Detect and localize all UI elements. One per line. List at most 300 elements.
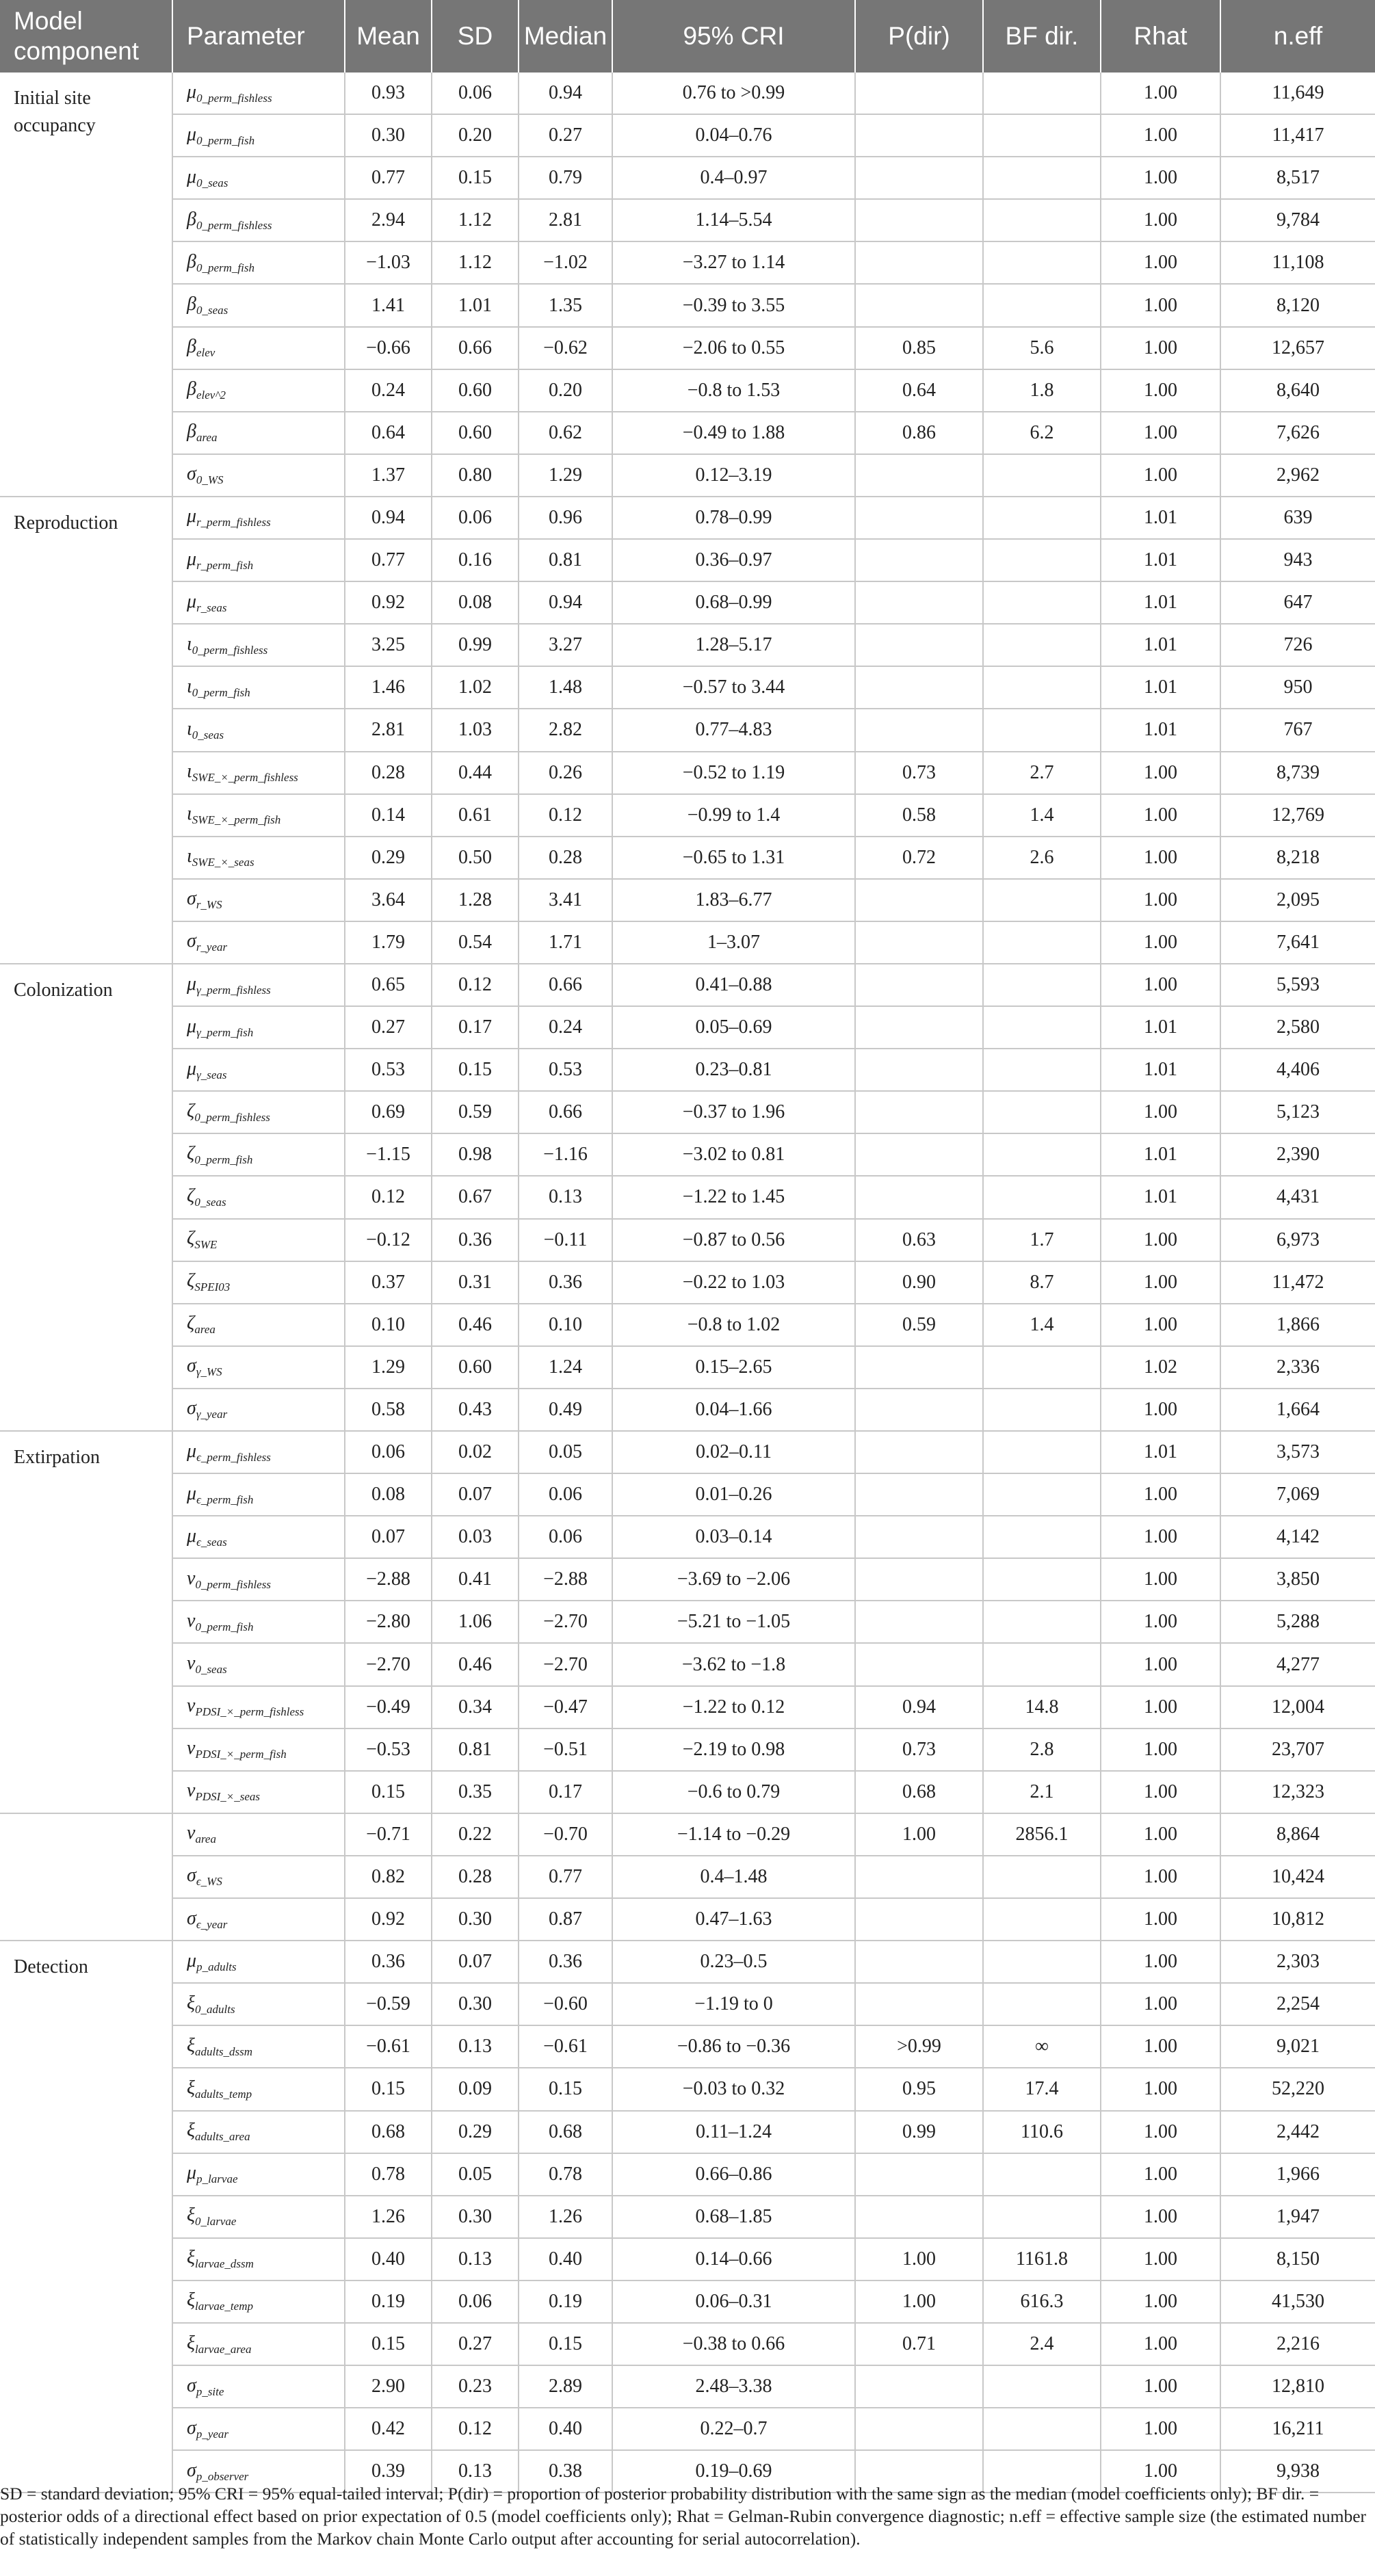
mean-cell: −0.71 — [345, 1813, 432, 1856]
pdir-cell: 1.00 — [855, 1813, 983, 1856]
parameter-cell — [172, 2323, 345, 2365]
parameter-subscript: γ_perm_fish — [196, 1025, 254, 1039]
neff-cell: 2,216 — [1220, 2323, 1375, 2365]
pdir-cell — [855, 1176, 983, 1218]
sd-cell: 0.61 — [432, 794, 519, 837]
mean-cell: −1.15 — [345, 1133, 432, 1176]
cri-cell: 1–3.07 — [612, 921, 855, 964]
rhat-cell: 1.00 — [1101, 1219, 1220, 1261]
median-cell: 0.27 — [519, 114, 612, 157]
parameter-subscript: larvae_dssm — [195, 2257, 254, 2271]
mean-cell: 0.65 — [345, 964, 432, 1006]
parameter-symbol: ξ — [187, 2289, 195, 2311]
sd-cell: 0.30 — [432, 2196, 519, 2238]
median-cell: 0.26 — [519, 752, 612, 794]
parameter-cell — [172, 497, 345, 539]
neff-cell: 52,220 — [1220, 2068, 1375, 2110]
cri-cell: 0.01–0.26 — [612, 1473, 855, 1516]
parameter-cell — [172, 1643, 345, 1685]
model-component-cell: Reproduction — [0, 497, 172, 964]
parameter-symbol: ξ — [187, 1992, 195, 2014]
parameter-subscript: PDSI_×_perm_fishless — [195, 1705, 304, 1719]
parameter-cell — [172, 2153, 345, 2196]
bf-cell: 2.4 — [983, 2323, 1101, 2365]
mean-cell: −0.12 — [345, 1219, 432, 1261]
rhat-cell: 1.00 — [1101, 1091, 1220, 1133]
rhat-cell: 1.00 — [1101, 1516, 1220, 1558]
cri-cell: 0.23–0.81 — [612, 1049, 855, 1091]
parameter-cell — [172, 412, 345, 454]
pdir-cell — [855, 666, 983, 709]
rhat-cell: 1.00 — [1101, 327, 1220, 369]
parameter-subscript: 0_WS — [196, 473, 224, 487]
mean-cell: −0.49 — [345, 1686, 432, 1729]
parameter-symbol: σ — [187, 1907, 196, 1929]
rhat-cell: 1.00 — [1101, 1558, 1220, 1601]
table-row — [0, 2365, 1375, 2408]
bf-cell: 5.6 — [983, 327, 1101, 369]
parameter-cell — [172, 1856, 345, 1898]
table-row — [0, 241, 1375, 284]
neff-cell: 2,442 — [1220, 2111, 1375, 2153]
parameter-symbol: ν — [187, 1695, 196, 1717]
parameter-cell — [172, 1261, 345, 1304]
parameter-subscript: 0_perm_fishless — [192, 643, 268, 657]
mean-cell: 0.27 — [345, 1006, 432, 1049]
bf-cell — [983, 2153, 1101, 2196]
median-cell: 0.68 — [519, 2111, 612, 2153]
mean-cell: 0.69 — [345, 1091, 432, 1133]
neff-cell: 2,580 — [1220, 1006, 1375, 1049]
table-row — [0, 73, 1375, 114]
bf-cell — [983, 1558, 1101, 1601]
median-cell: 0.12 — [519, 794, 612, 837]
table-row — [0, 114, 1375, 157]
bf-cell — [983, 2408, 1101, 2450]
sd-cell: 0.22 — [432, 1813, 519, 1856]
parameter-subscript: area — [194, 1323, 215, 1337]
rhat-cell: 1.00 — [1101, 2408, 1220, 2450]
parameter-symbol: ζ — [187, 1270, 195, 1292]
mean-cell: 0.14 — [345, 794, 432, 837]
table-row — [0, 1771, 1375, 1813]
sd-cell: 0.30 — [432, 1898, 519, 1941]
parameter-subscript: γ_year — [196, 1408, 228, 1421]
sd-cell: 0.02 — [432, 1431, 519, 1473]
mean-cell: 2.81 — [345, 709, 432, 751]
bf-cell: ∞ — [983, 2025, 1101, 2068]
mean-cell: 0.39 — [345, 2450, 432, 2493]
parameter-symbol: ξ — [187, 2247, 195, 2269]
median-cell: 0.36 — [519, 1941, 612, 1983]
parameter-cell — [172, 157, 345, 199]
median-cell: 1.48 — [519, 666, 612, 709]
sd-cell: 1.12 — [432, 241, 519, 284]
bf-cell — [983, 73, 1101, 114]
parameter-symbol: σ — [187, 2417, 196, 2439]
sd-cell: 0.60 — [432, 369, 519, 412]
parameter-symbol: ξ — [187, 2034, 195, 2056]
bf-cell — [983, 1516, 1101, 1558]
cri-cell: 0.12–3.19 — [612, 454, 855, 497]
cri-cell: −2.19 to 0.98 — [612, 1729, 855, 1771]
table-row — [0, 1686, 1375, 1729]
neff-cell: 8,120 — [1220, 284, 1375, 326]
table-row — [0, 666, 1375, 709]
neff-cell: 767 — [1220, 709, 1375, 751]
sd-cell: 0.05 — [432, 2153, 519, 2196]
parameter-subscript: larvae_area — [195, 2342, 252, 2356]
header-model-component: Model component — [0, 0, 172, 73]
median-cell: −0.47 — [519, 1686, 612, 1729]
neff-cell: 10,424 — [1220, 1856, 1375, 1898]
cri-cell: −3.69 to −2.06 — [612, 1558, 855, 1601]
parameter-subscript: larvae_temp — [195, 2300, 253, 2313]
neff-cell: 1,664 — [1220, 1389, 1375, 1431]
parameter-symbol: μ — [187, 123, 197, 145]
header-median: Median — [519, 0, 612, 73]
parameter-subscript: 0_perm_fish — [196, 133, 255, 147]
mean-cell: 0.40 — [345, 2238, 432, 2281]
rhat-cell: 1.00 — [1101, 2111, 1220, 2153]
parameter-symbol: β — [187, 250, 196, 272]
sd-cell: 0.99 — [432, 624, 519, 666]
parameter-cell — [172, 327, 345, 369]
neff-cell: 4,142 — [1220, 1516, 1375, 1558]
median-cell: 0.96 — [519, 497, 612, 539]
bf-cell — [983, 709, 1101, 751]
model-component-cell: Colonization — [0, 964, 172, 1431]
neff-cell: 12,004 — [1220, 1686, 1375, 1729]
parameter-cell — [172, 964, 345, 1006]
parameter-symbol: ν — [187, 1780, 196, 1802]
pdir-cell — [855, 879, 983, 921]
median-cell: 1.24 — [519, 1346, 612, 1389]
pdir-cell: 1.00 — [855, 2281, 983, 2323]
pdir-cell: 0.68 — [855, 1771, 983, 1813]
parameter-symbol: μ — [187, 548, 197, 570]
parameter-cell — [172, 539, 345, 581]
table-row — [0, 327, 1375, 369]
parameter-subscript: PDSI_×_perm_fish — [195, 1748, 287, 1761]
parameter-subscript: 0_larvae — [195, 2215, 237, 2229]
median-cell: 0.49 — [519, 1389, 612, 1431]
cri-cell: −0.99 to 1.4 — [612, 794, 855, 837]
cri-cell: −0.8 to 1.02 — [612, 1304, 855, 1346]
median-cell: −0.62 — [519, 327, 612, 369]
table-row — [0, 1091, 1375, 1133]
mean-cell: 3.25 — [345, 624, 432, 666]
neff-cell: 12,769 — [1220, 794, 1375, 837]
bf-cell: 616.3 — [983, 2281, 1101, 2323]
bf-cell — [983, 1856, 1101, 1898]
rhat-cell: 1.01 — [1101, 1049, 1220, 1091]
sd-cell: 0.17 — [432, 1006, 519, 1049]
rhat-cell: 1.00 — [1101, 879, 1220, 921]
neff-cell: 2,962 — [1220, 454, 1375, 497]
bf-cell: 2.7 — [983, 752, 1101, 794]
sd-cell: 0.29 — [432, 2111, 519, 2153]
neff-cell: 1,947 — [1220, 2196, 1375, 2238]
median-cell: −0.11 — [519, 1219, 612, 1261]
mean-cell: 0.10 — [345, 1304, 432, 1346]
parameter-subscript: r_perm_fishless — [196, 516, 271, 529]
mean-cell: 0.92 — [345, 1898, 432, 1941]
mean-cell: 0.06 — [345, 1431, 432, 1473]
sd-cell: 0.60 — [432, 412, 519, 454]
parameter-cell — [172, 1473, 345, 1516]
neff-cell: 2,303 — [1220, 1941, 1375, 1983]
mean-cell: −1.03 — [345, 241, 432, 284]
parameter-symbol: μ — [187, 166, 197, 187]
table-body — [0, 73, 1375, 2493]
parameter-cell — [172, 1516, 345, 1558]
median-cell: 0.17 — [519, 1771, 612, 1813]
median-cell: 0.77 — [519, 1856, 612, 1898]
table-row — [0, 1261, 1375, 1304]
pdir-cell — [855, 1856, 983, 1898]
parameter-subscript: adults_temp — [195, 2087, 252, 2101]
parameter-cell — [172, 1729, 345, 1771]
parameter-cell — [172, 1601, 345, 1643]
parameter-cell — [172, 709, 345, 751]
median-cell: 1.35 — [519, 284, 612, 326]
parameter-cell — [172, 1091, 345, 1133]
rhat-cell: 1.01 — [1101, 539, 1220, 581]
cri-cell: −1.14 to −0.29 — [612, 1813, 855, 1856]
parameter-subscript: 0_seas — [196, 176, 228, 189]
sd-cell: 0.06 — [432, 73, 519, 114]
median-cell: −0.51 — [519, 1729, 612, 1771]
median-cell: −1.16 — [519, 1133, 612, 1176]
neff-cell: 7,069 — [1220, 1473, 1375, 1516]
median-cell: 3.41 — [519, 879, 612, 921]
parameter-symbol: β — [187, 293, 196, 315]
parameter-subscript: 0_perm_fish — [192, 685, 250, 699]
mean-cell: −2.88 — [345, 1558, 432, 1601]
median-cell: 0.40 — [519, 2408, 612, 2450]
mean-cell: 0.82 — [345, 1856, 432, 1898]
table-row — [0, 369, 1375, 412]
sd-cell: 0.35 — [432, 1771, 519, 1813]
neff-cell: 2,254 — [1220, 1983, 1375, 2025]
header-cri: 95% CRI — [612, 0, 855, 73]
neff-cell: 2,095 — [1220, 879, 1375, 921]
sd-cell: 1.06 — [432, 1601, 519, 1643]
median-cell: −0.70 — [519, 1813, 612, 1856]
neff-cell: 8,517 — [1220, 157, 1375, 199]
pdir-cell: 0.95 — [855, 2068, 983, 2110]
parameter-cell — [172, 2068, 345, 2110]
bf-cell — [983, 1473, 1101, 1516]
parameter-subscript: area — [196, 431, 218, 445]
neff-cell: 7,626 — [1220, 412, 1375, 454]
table-row — [0, 1006, 1375, 1049]
bf-cell — [983, 1898, 1101, 1941]
cri-cell: 1.28–5.17 — [612, 624, 855, 666]
neff-cell: 8,739 — [1220, 752, 1375, 794]
parameter-symbol: μ — [187, 590, 197, 612]
neff-cell: 4,277 — [1220, 1643, 1375, 1685]
sd-cell: 0.46 — [432, 1304, 519, 1346]
cri-cell: 0.41–0.88 — [612, 964, 855, 1006]
bf-cell: 1.4 — [983, 1304, 1101, 1346]
median-cell: 2.89 — [519, 2365, 612, 2408]
cri-cell: −0.57 to 3.44 — [612, 666, 855, 709]
parameter-subscript: 0_perm_fishless — [196, 91, 272, 105]
header-mean: Mean — [345, 0, 432, 73]
cri-cell: 0.47–1.63 — [612, 1898, 855, 1941]
pdir-cell: 0.63 — [855, 1219, 983, 1261]
neff-cell: 726 — [1220, 624, 1375, 666]
cri-cell: 0.36–0.97 — [612, 539, 855, 581]
rhat-cell: 1.00 — [1101, 1941, 1220, 1983]
mean-cell: −0.66 — [345, 327, 432, 369]
bf-cell: 110.6 — [983, 2111, 1101, 2153]
rhat-cell: 1.01 — [1101, 709, 1220, 751]
mean-cell: 0.15 — [345, 2323, 432, 2365]
table-row — [0, 752, 1375, 794]
rhat-cell: 1.00 — [1101, 1771, 1220, 1813]
parameter-cell — [172, 1219, 345, 1261]
mean-cell: 3.64 — [345, 879, 432, 921]
median-cell: 1.26 — [519, 2196, 612, 2238]
rhat-cell: 1.00 — [1101, 369, 1220, 412]
sd-cell: 0.41 — [432, 1558, 519, 1601]
sd-cell: 0.23 — [432, 2365, 519, 2408]
parameter-subscript: ϵ_seas — [196, 1535, 227, 1549]
pdir-cell: 1.00 — [855, 2238, 983, 2281]
parameter-subscript: 0_seas — [195, 1663, 227, 1677]
table-row — [0, 2281, 1375, 2323]
cri-cell: −5.21 to −1.05 — [612, 1601, 855, 1643]
parameter-subscript: SWE_×_seas — [192, 856, 254, 869]
table-row — [0, 1473, 1375, 1516]
parameter-subscript: adults_dssm — [195, 2045, 253, 2058]
neff-cell: 11,417 — [1220, 114, 1375, 157]
parameter-cell — [172, 454, 345, 497]
rhat-cell: 1.00 — [1101, 2450, 1220, 2493]
header-neff: n.eff — [1220, 0, 1375, 73]
rhat-cell: 1.00 — [1101, 1686, 1220, 1729]
cri-cell: −0.22 to 1.03 — [612, 1261, 855, 1304]
pdir-cell: 0.58 — [855, 794, 983, 837]
parameter-cell — [172, 2111, 345, 2153]
neff-cell: 12,657 — [1220, 327, 1375, 369]
bf-cell — [983, 1091, 1101, 1133]
median-cell: 0.94 — [519, 581, 612, 624]
parameter-subscript: 0_seas — [194, 1195, 226, 1209]
pdir-cell: 0.71 — [855, 2323, 983, 2365]
bf-cell: 14.8 — [983, 1686, 1101, 1729]
cri-cell: 0.14–0.66 — [612, 2238, 855, 2281]
cri-cell: 1.14–5.54 — [612, 199, 855, 241]
table-row — [0, 2025, 1375, 2068]
parameter-cell — [172, 1431, 345, 1473]
table-row — [0, 284, 1375, 326]
cri-cell: 1.83–6.77 — [612, 879, 855, 921]
table-row — [0, 709, 1375, 751]
rhat-cell: 1.01 — [1101, 624, 1220, 666]
neff-cell: 12,323 — [1220, 1771, 1375, 1813]
pdir-cell — [855, 241, 983, 284]
cri-cell: 0.04–0.76 — [612, 114, 855, 157]
parameter-cell — [172, 921, 345, 964]
cri-cell: −0.65 to 1.31 — [612, 837, 855, 879]
median-cell: 0.06 — [519, 1473, 612, 1516]
parameter-cell — [172, 1941, 345, 1983]
rhat-cell: 1.00 — [1101, 1729, 1220, 1771]
sd-cell: 0.31 — [432, 1261, 519, 1304]
rhat-cell: 1.00 — [1101, 241, 1220, 284]
cri-cell: 0.4–1.48 — [612, 1856, 855, 1898]
parameter-symbol: ι — [187, 845, 192, 867]
parameter-symbol: ι — [187, 718, 192, 739]
bf-cell — [983, 1049, 1101, 1091]
parameter-symbol: μ — [187, 1440, 197, 1462]
parameter-subscript: r_perm_fish — [196, 558, 254, 572]
bf-cell: 1.4 — [983, 794, 1101, 837]
parameter-symbol: ζ — [187, 1313, 195, 1335]
table-row — [0, 2238, 1375, 2281]
mean-cell: 0.29 — [345, 837, 432, 879]
bf-cell — [983, 1176, 1101, 1218]
rhat-cell: 1.01 — [1101, 666, 1220, 709]
sd-cell: 0.09 — [432, 2068, 519, 2110]
parameter-symbol: σ — [187, 930, 196, 952]
bf-cell — [983, 497, 1101, 539]
parameter-cell — [172, 73, 345, 114]
rhat-cell: 1.01 — [1101, 497, 1220, 539]
parameter-subscript: ϵ_perm_fish — [196, 1493, 254, 1506]
bf-cell — [983, 964, 1101, 1006]
pdir-cell — [855, 1516, 983, 1558]
median-cell: 3.27 — [519, 624, 612, 666]
mean-cell: −0.59 — [345, 1983, 432, 2025]
bf-cell — [983, 1941, 1101, 1983]
mean-cell: 0.94 — [345, 497, 432, 539]
sd-cell: 0.50 — [432, 837, 519, 879]
mean-cell: 2.94 — [345, 199, 432, 241]
parameter-subscript: 0_perm_fish — [194, 1153, 253, 1166]
mean-cell: 2.90 — [345, 2365, 432, 2408]
parameter-cell — [172, 794, 345, 837]
rhat-cell: 1.00 — [1101, 752, 1220, 794]
rhat-cell: 1.00 — [1101, 2365, 1220, 2408]
sd-cell: 0.46 — [432, 1643, 519, 1685]
parameter-symbol: μ — [187, 1057, 197, 1079]
parameter-cell — [172, 2196, 345, 2238]
sd-cell: 0.27 — [432, 2323, 519, 2365]
neff-cell: 9,021 — [1220, 2025, 1375, 2068]
table-row — [0, 794, 1375, 837]
parameter-symbol: ζ — [187, 1100, 195, 1122]
median-cell: 1.71 — [519, 921, 612, 964]
parameter-cell — [172, 581, 345, 624]
pdir-cell — [855, 539, 983, 581]
parameter-symbol: ι — [187, 761, 192, 783]
bf-cell: 1.8 — [983, 369, 1101, 412]
median-cell: −1.02 — [519, 241, 612, 284]
sd-cell: 0.12 — [432, 2408, 519, 2450]
median-cell: 0.94 — [519, 73, 612, 114]
sd-cell: 0.66 — [432, 327, 519, 369]
sd-cell: 0.30 — [432, 1983, 519, 2025]
mean-cell: 0.58 — [345, 1389, 432, 1431]
neff-cell: 1,966 — [1220, 2153, 1375, 2196]
bf-cell: 2.8 — [983, 1729, 1101, 1771]
parameter-cell — [172, 1558, 345, 1601]
